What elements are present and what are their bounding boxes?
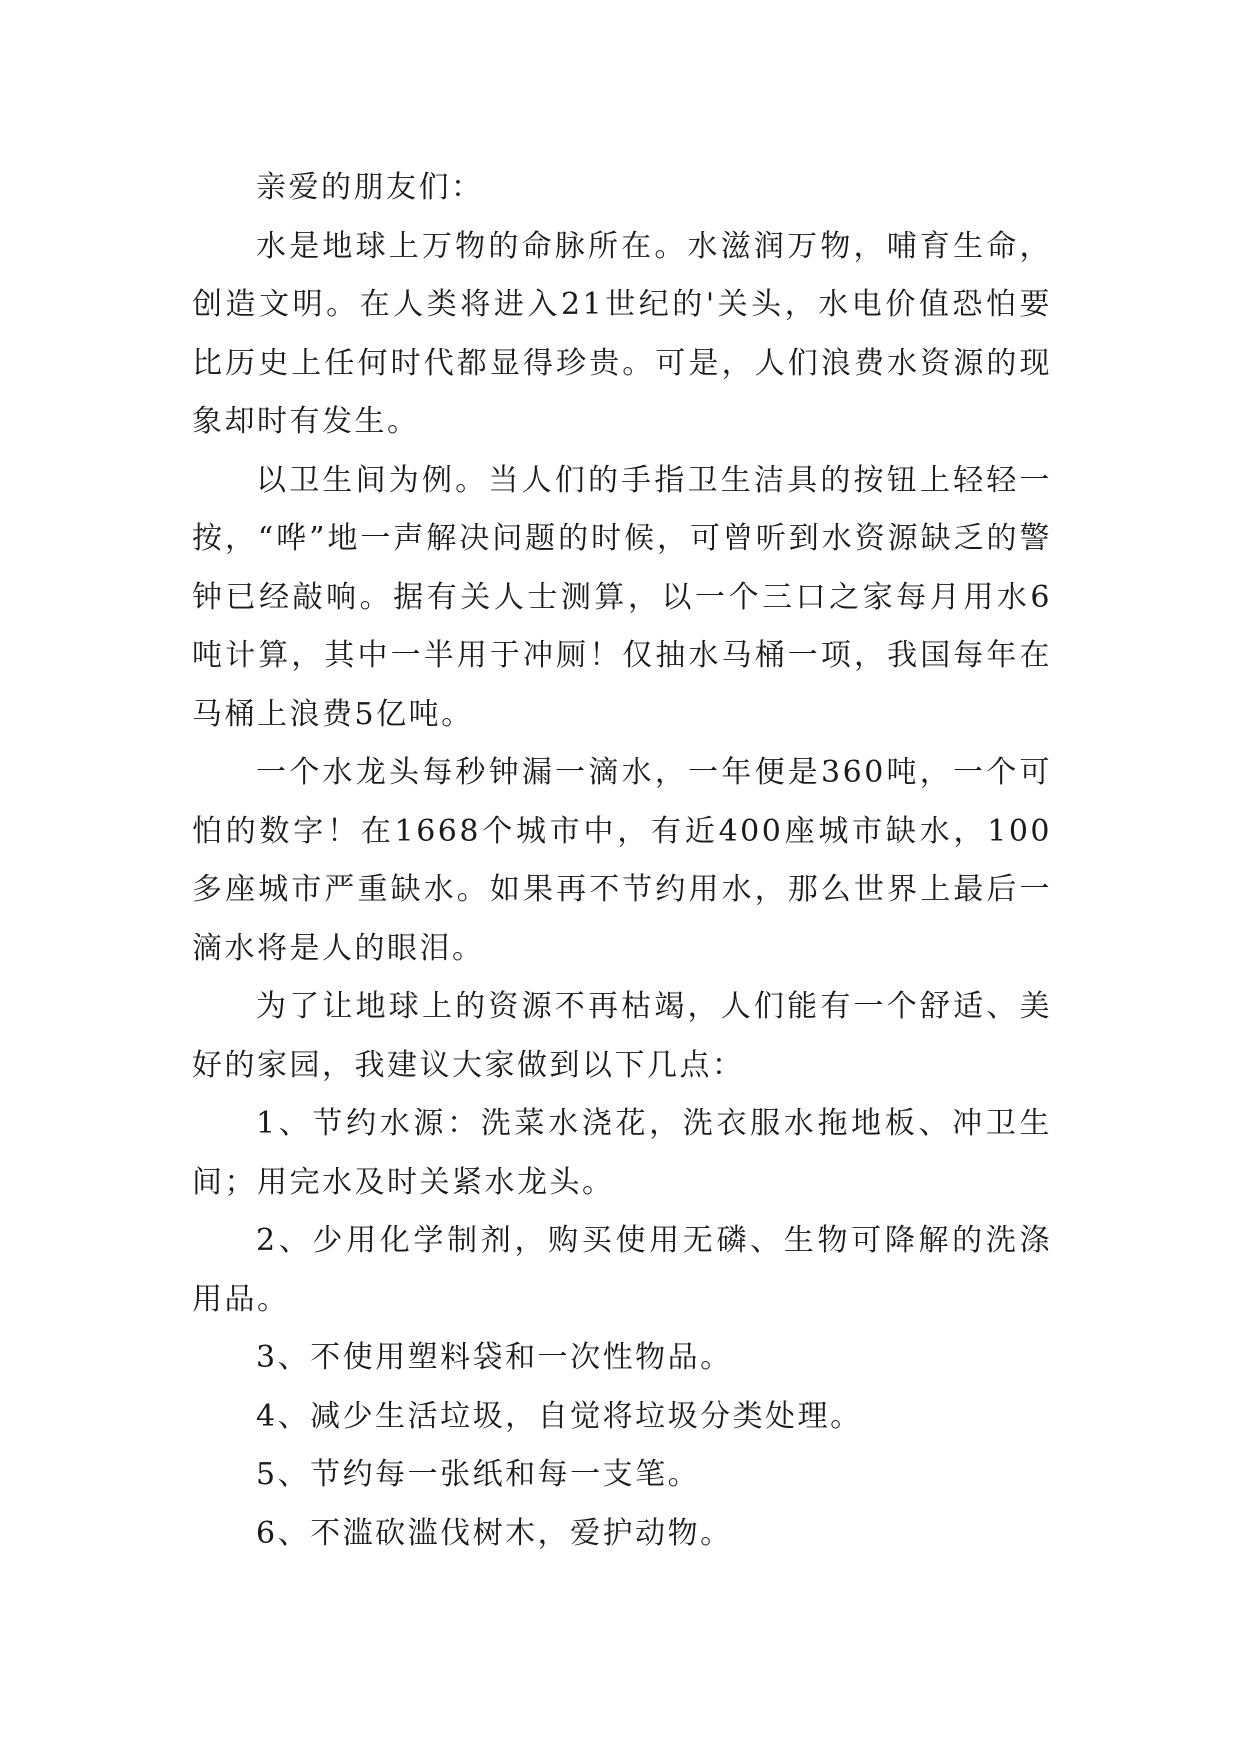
suggestion-item-3: 3、不使用塑料袋和一次性物品。 — [256, 1340, 733, 1375]
suggestion-item-5: 5、节约每一张纸和每一支笔。 — [256, 1457, 701, 1492]
document-body — [192, 159, 1052, 1563]
paragraph-dripping-faucet: 一个水龙头每秒钟漏一滴水，一年便是360吨，一个可怕的数字！在1668个城市中，有近400座城市缺水，100多座城市严重缺水。如果再不节约用水，那么世界上最后一滴水将是人的眼泪。 — [192, 755, 1052, 966]
paragraph-water-importance: 水是地球上万物的命脉所在。水滋润万物，哺育生命，创造文明。在人类将进入21世纪的'关头，水电价值恐怕要比历史上任何时代都显得珍贵。可是，人们浪费水资源的现象却时有发生。 — [192, 228, 1052, 439]
suggestion-item-6: 6、不滥砍滥伐树木，爱护动物。 — [256, 1515, 733, 1551]
greeting: 亲爱的朋友们： — [256, 170, 484, 205]
suggestion-item-1: 1、节约水源：洗菜水浇花，洗衣服水拖地板、冲卫生间；用完水及时关紧水龙头。 — [192, 1106, 1052, 1200]
suggestion-item-4: 4、减少生活垃圾，自觉将垃圾分类处理。 — [256, 1398, 863, 1434]
paragraph-toilet-example: 以卫生间为例。当人们的手指卫生洁具的按钮上轻轻一按，“哗”地一声解决问题的时候，可曾听到水资源缺乏的警钟已经敲响。据有关人士测算，以一个三口之家每月用水6吨计算，其中一半用于冲厕！仅抽水马桶一项，我国每年在马桶上浪费5亿吨。 — [192, 462, 1052, 732]
suggestion-item-2: 2、少用化学制剂，购买使用无磷、生物可降解的洗涤用品。 — [192, 1223, 1052, 1317]
paragraph-suggestions-intro: 为了让地球上的资源不再枯竭，人们能有一个舒适、美好的家园，我建议大家做到以下几点： — [192, 989, 1052, 1083]
